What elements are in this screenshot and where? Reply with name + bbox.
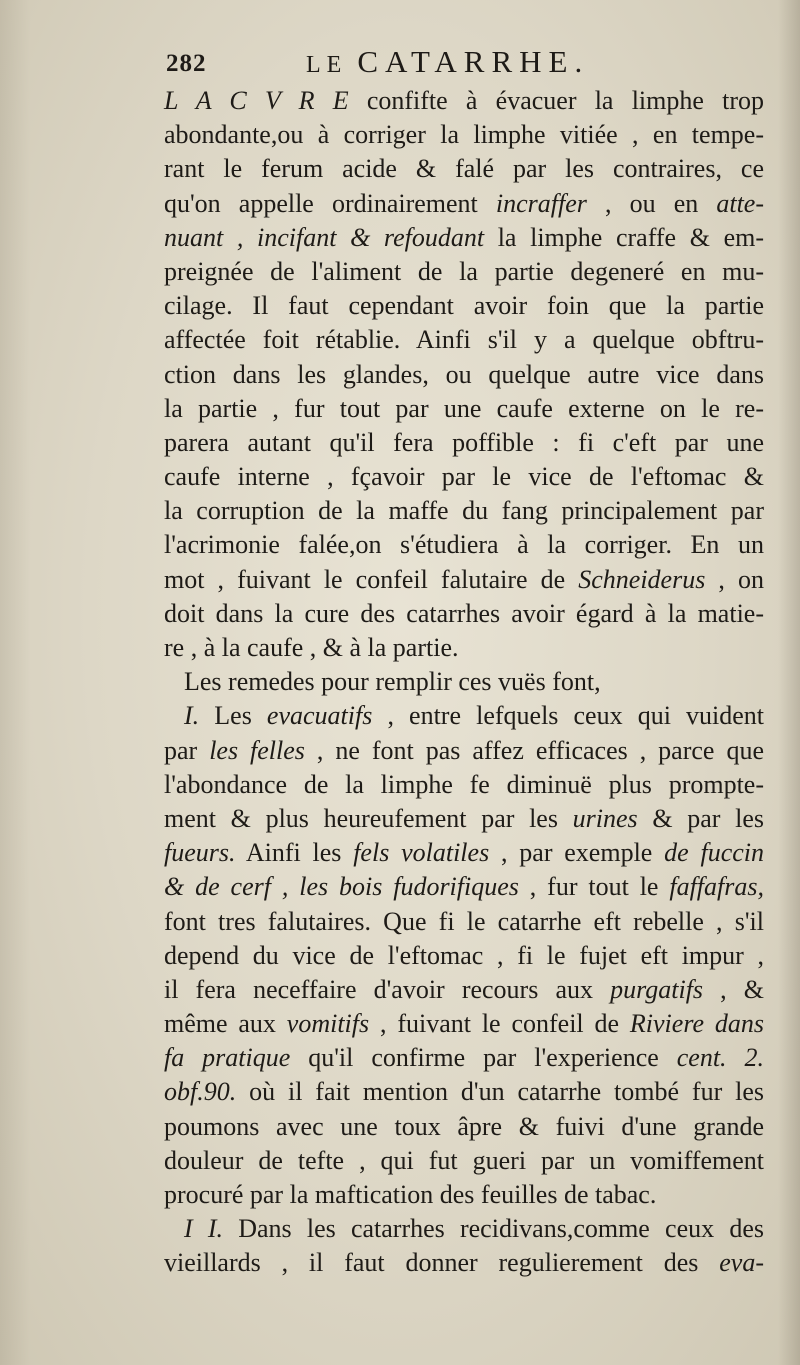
italic-segment: purgatifs	[610, 974, 704, 1004]
italic-segment: & de cerf , les bois fudorifiques	[164, 872, 519, 902]
italic-segment: fa pratique	[164, 1043, 291, 1073]
text-segment: doit dans la cure des catarrhes avoir égard à la matie-	[164, 598, 764, 628]
text-segment: Les	[199, 701, 267, 731]
running-head-article: LE	[306, 52, 348, 78]
text-segment: Les remedes pour remplir ces vuës font,	[184, 667, 601, 697]
text-line	[164, 905, 764, 939]
text-line	[164, 323, 764, 357]
text-segment: , par exemple	[489, 838, 665, 868]
italic-segment: Riviere dans	[629, 1009, 764, 1039]
text-segment: mot , fuivant le confeil falutaire de	[164, 564, 579, 594]
text-line	[164, 870, 764, 904]
text-line	[164, 1212, 764, 1246]
text-line	[164, 1178, 764, 1212]
text-segment: ction dans les glandes, ou quelque autre vice dans	[164, 359, 764, 389]
text-segment: douleur de tefte , qui fut gueri par un vomiffement	[164, 1145, 764, 1175]
body-text	[164, 84, 764, 1281]
text-line	[164, 665, 764, 699]
text-segment: , on	[705, 564, 764, 594]
page-shadow-right	[778, 0, 800, 1365]
text-segment: la corruption de la maffe du fang principalement par	[164, 496, 764, 526]
text-segment: font tres falutaires. Que fi le catarrhe eft rebelle , s'il	[164, 906, 764, 936]
text-segment: parera autant qu'il fera poffible : fi c'eft par une	[164, 427, 764, 457]
italic-segment: incraffer	[495, 188, 587, 218]
text-segment: vieillards , il faut donner regulierement des	[164, 1248, 720, 1278]
text-segment: il fera neceffaire d'avoir recours aux	[164, 974, 611, 1004]
italic-segment: urines	[572, 803, 638, 833]
italic-segment: fels volatiles	[353, 838, 490, 868]
text-line	[164, 597, 764, 631]
text-segment: l'abondance de la limphe fe diminuë plus prompte-	[164, 769, 764, 799]
text-segment: , ou en	[586, 188, 717, 218]
text-segment: & par les	[637, 803, 764, 833]
text-line	[164, 118, 764, 152]
text-line	[164, 494, 764, 528]
italic-segment: evacuatifs	[266, 701, 373, 731]
italic-segment: faffafras,	[669, 872, 764, 902]
text-line	[164, 1075, 764, 1109]
text-segment: procuré par la maftication des feuilles de tabac.	[164, 1180, 657, 1209]
text-segment: depend du vice de l'eftomac , fi le fujet eft impur ,	[164, 940, 764, 970]
text-segment: preignée de l'aliment de la partie degeneré en mu-	[164, 256, 764, 286]
italic-segment: atte-	[716, 188, 764, 218]
text-segment: par	[164, 735, 210, 765]
text-segment: la limphe craffe & em-	[484, 222, 765, 252]
italic-segment: de fuccin	[664, 838, 764, 868]
text-segment: , fuivant le confeil de	[369, 1009, 630, 1039]
text-segment: abondante,ou à corriger la limphe vitiée , en tempe-	[164, 120, 764, 150]
text-line	[164, 802, 764, 836]
text-segment: poumons avec une toux âpre & fuivi d'une grande	[164, 1111, 764, 1141]
text-segment: cilage. Il faut cependant avoir foin que la partie	[164, 291, 764, 321]
text-line	[164, 631, 764, 665]
text-segment: qu'il confirme par l'experience	[290, 1043, 677, 1073]
text-segment: affectée foit rétablie. Ainfi s'il y a quelque obftru-	[164, 325, 764, 355]
text-line	[164, 221, 764, 255]
text-line	[164, 152, 764, 186]
text-line	[164, 528, 764, 562]
text-line	[164, 460, 764, 494]
running-head-title: CATARRHE.	[357, 44, 590, 79]
italic-segment: vomitifs	[286, 1009, 370, 1039]
text-segment: rant le ferum acide & falé par les contraires, ce	[164, 154, 764, 184]
italic-segment: cent. 2.	[676, 1043, 764, 1073]
italic-segment: I.	[184, 701, 200, 731]
page-shadow-left	[0, 0, 30, 1365]
text-segment: , entre lefquels ceux qui vuident	[372, 701, 764, 731]
text-segment: l'acrimonie falée,on s'étudiera à la corriger. En un	[164, 530, 764, 560]
text-line	[164, 289, 764, 323]
italic-segment: obf.90.	[164, 1077, 237, 1107]
text-line	[164, 255, 764, 289]
text-line	[164, 973, 764, 1007]
italic-segment: Schneiderus	[578, 564, 706, 594]
text-line	[164, 1144, 764, 1178]
text-line	[164, 768, 764, 802]
text-line	[164, 358, 764, 392]
text-segment: où il fait mention d'un catarrhe tombé fur les	[236, 1077, 764, 1107]
text-line	[164, 392, 764, 426]
text-segment: ment & plus heureufement par les	[164, 803, 573, 833]
italic-segment: fueurs.	[164, 838, 236, 868]
page-header	[136, 44, 716, 84]
text-segment: la partie , fur tout par une caufe externe on le re-	[164, 393, 764, 423]
text-segment: Dans les catarrhes recidivans,comme ceux des	[223, 1214, 764, 1244]
text-line	[164, 836, 764, 870]
text-segment: caufe interne , fçavoir par le vice de l'eftomac &	[164, 462, 764, 492]
text-line	[164, 1007, 764, 1041]
page-number: 282	[166, 50, 207, 77]
text-line	[164, 1041, 764, 1075]
text-segment: , ne font pas affez efficaces , parce que	[304, 735, 764, 765]
text-segment: , fur tout le	[518, 872, 670, 902]
text-line	[164, 1110, 764, 1144]
text-line	[164, 84, 764, 118]
text-segment: qu'on appelle ordinairement	[164, 188, 496, 218]
text-segment: , &	[703, 974, 764, 1004]
text-line	[164, 939, 764, 973]
text-line	[164, 426, 764, 460]
italic-segment: I I.	[184, 1214, 224, 1244]
italic-segment: les felles	[209, 735, 305, 765]
text-segment: même aux	[164, 1009, 287, 1039]
italic-segment: nuant , incifant & refoudant	[164, 222, 485, 252]
text-line	[164, 187, 764, 221]
text-line	[164, 699, 764, 733]
running-head	[306, 44, 589, 80]
text-segment: re , à la caufe , & à la partie.	[164, 633, 459, 662]
text-line	[164, 734, 764, 768]
italic-segment: eva-	[719, 1248, 764, 1278]
text-segment: confifte à évacuer la limphe trop	[348, 86, 765, 115]
italic-segment: L A C V R E	[164, 86, 349, 115]
text-line	[164, 1246, 764, 1280]
text-segment: Ainfi les	[235, 838, 354, 868]
text-line	[164, 563, 764, 597]
